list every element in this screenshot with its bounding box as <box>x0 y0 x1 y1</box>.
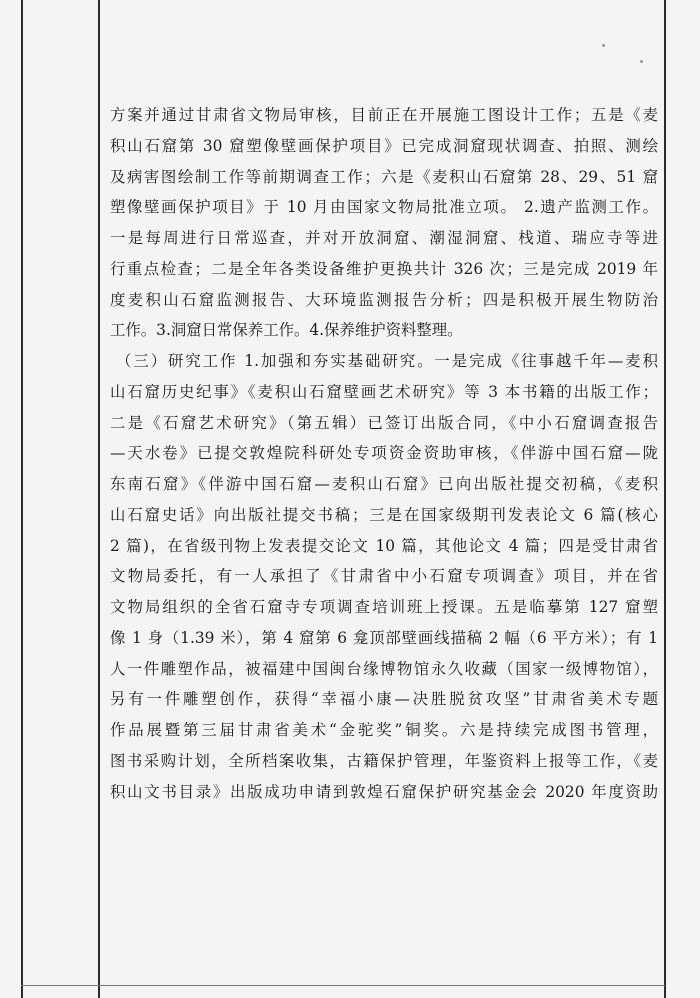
text-line: 文物局委托，有一人承担了《甘肃省中小石窟专项调查》项目，并在省 <box>110 567 658 586</box>
text-line: 工作。3.洞窟日常保养工作。4.保养维护资料整理。 <box>110 321 463 340</box>
table-bottom-rule <box>21 985 665 986</box>
text-line: 文物局组织的全省石窟寺专项调查培训班上授课。五是临摹第 127 窟塑 <box>110 598 658 616</box>
text-line: 作品展暨第三届甘肃省美术“金驼奖”铜奖。六是持续完成图书管理， <box>110 721 658 739</box>
text-line: —天水卷》已提交敦煌院科研处专项资金资助审核，《伴游中国石窟—陇 <box>110 444 658 463</box>
text-line: 行重点检查；二是全年各类设备维护更换共计 326 次；三是完成 2019 年 <box>110 259 658 278</box>
scan-speck <box>640 60 643 63</box>
scan-speck <box>602 44 605 47</box>
text-line: 积山文书目录》出版成功申请到敦煌石窟保护研究基金会 2020 年度资助 <box>110 782 658 801</box>
text-line: 山石窟史话》向出版社提交书稿；三是在国家级期刊发表论文 6 篇(核心 <box>110 505 658 524</box>
text-line: 图书采购计划，全所档案收集，古籍保护管理，年鉴资料上报等工作，《麦 <box>110 751 658 770</box>
text-line: 塑像壁画保护项目》于 10 月由国家文物局批准立项。 2.遗产监测工作。 <box>110 198 658 217</box>
text-line: 及病害图绘制工作等前期调查工作；六是《麦积山石窟第 28、29、51 窟 <box>110 167 658 186</box>
table-border-left <box>21 0 23 998</box>
section-heading-line: （三）研究工作 1.加强和夯实基础研究。一是完成《往事越千年—麦积 <box>116 352 658 370</box>
text-line: 山石窟历史纪事》《麦积山石窟壁画艺术研究》等 3 本书籍的出版工作； <box>110 382 658 401</box>
document-body-text <box>110 100 658 807</box>
text-line: 二是《石窟艺术研究》（第五辑）已签订出版合同，《中小石窟调查报告 <box>110 413 658 432</box>
text-line: 度麦积山石窟监测报告、大环境监测报告分析；四是积极开展生物防治 <box>110 290 658 309</box>
text-line: 2 篇)，在省级刊物上发表提交论文 10 篇，其他论文 4 篇；四是受甘肃省 <box>110 536 658 555</box>
text-line: 积山石窟第 30 窟塑像壁画保护项目》已完成洞窟现状调查、拍照、测绘 <box>110 136 658 155</box>
text-line: 方案并通过甘肃省文物局审核，目前正在开展施工图设计工作；五是《麦 <box>110 106 658 124</box>
table-column-divider <box>98 0 100 998</box>
text-line: 另有一件雕塑创作，获得“幸福小康—决胜脱贫攻坚”甘肃省美术专题 <box>110 690 658 709</box>
text-line: 一是每周进行日常巡查，并对开放洞窟、潮湿洞窟、栈道、瑞应寺等进 <box>110 229 658 247</box>
text-line: 东南石窟》《伴游中国石窟—麦积山石窟》已向出版社提交初稿，《麦积 <box>110 475 658 493</box>
text-line: 人一件雕塑作品，被福建中国闽台缘博物馆永久收藏（国家一级博物馆）， <box>110 659 658 678</box>
text-line: 像 1 身（1.39 米），第 4 窟第 6 龛顶部壁画线描稿 2 幅（6 平方米）；有 1 <box>110 628 658 647</box>
table-border-right <box>664 0 666 998</box>
